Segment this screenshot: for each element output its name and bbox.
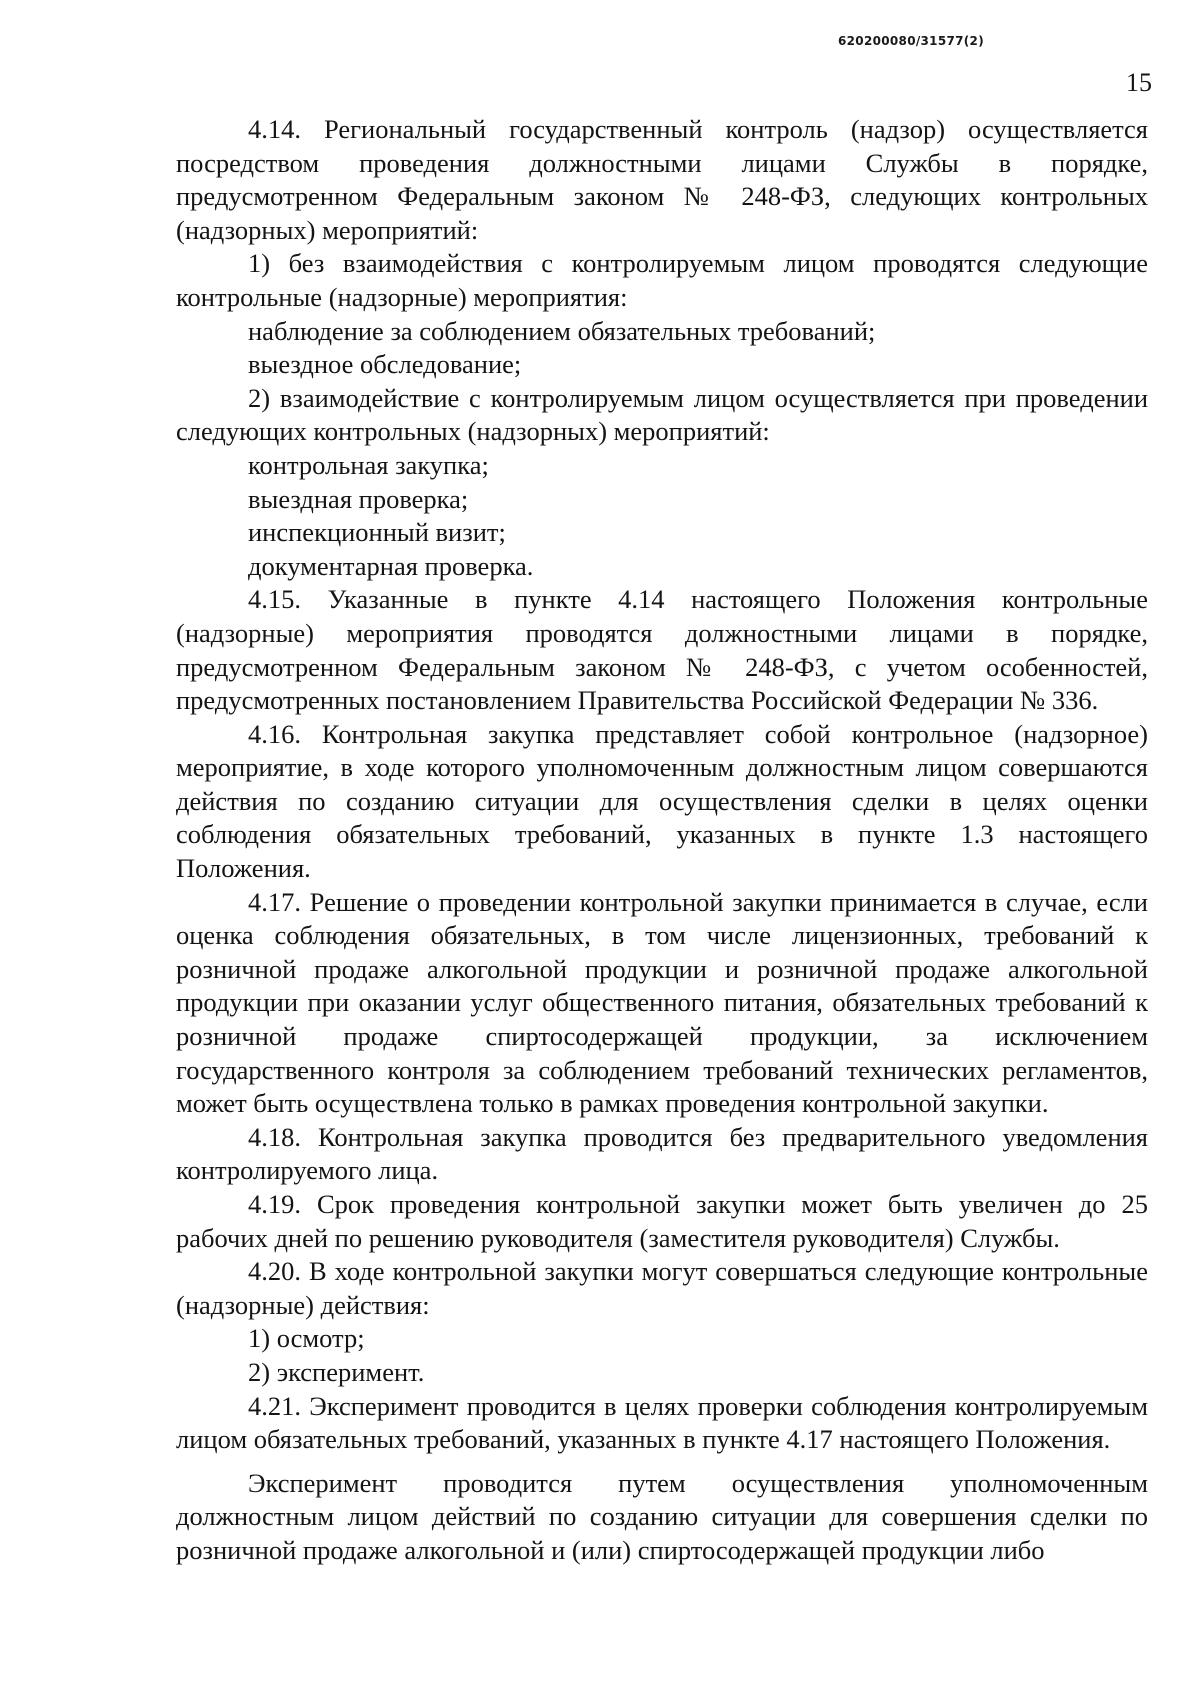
document-body xyxy=(176,113,1148,1568)
list-item-inspection: 1) осмотр; xyxy=(248,1323,365,1354)
list-item-field-inspection: выездная проверка; xyxy=(248,483,469,514)
list-item-inspection-visit: инспекционный визит; xyxy=(248,517,506,548)
list-item-control-purchase: контрольная закупка; xyxy=(248,449,489,480)
paragraph-4-21: 4.21. Эксперимент проводится в целях проверки соблюдения контролируемым лицом обязательных требований, указанных в пункте 4.17 настоящего Положения. xyxy=(176,1390,1148,1455)
paragraph-4-14: 4.14. Региональный государственный контроль (надзор) осуществляется посредством проведения должностными лицами Службы в порядке, предусмотренном Федеральным законом № 248-ФЗ, следующих контрольных (надзорных) мероприятий: xyxy=(176,114,1148,245)
paragraph-4-20: 4.20. В ходе контрольной закупки могут совершаться следующие контрольные (надзорные) действия: xyxy=(176,1256,1148,1320)
list-item-field-survey: выездное обследование; xyxy=(248,349,522,380)
list-item-without-interaction: 1) без взаимодействия с контролируемым лицом проводятся следующие контрольные (надзорные) мероприятия: xyxy=(176,248,1148,312)
paragraph-4-18: 4.18. Контрольная закупка проводится без предварительного уведомления контролируемого лица. xyxy=(176,1121,1148,1186)
list-item-documentary-check: документарная проверка. xyxy=(248,550,534,581)
paragraph-experiment: Эксперимент проводится путем осуществления уполномоченным должностным лицом действий по созданию ситуации для совершения сделки по розничной продаже алкогольной и (или) спиртосодержащей продукции либо xyxy=(176,1467,1148,1565)
paragraph-4-19: 4.19. Срок проведения контрольной закупки может быть увеличен до 25 рабочих дней по решению руководителя (заместителя руководителя) Службы. xyxy=(176,1189,1148,1253)
paragraph-4-15: 4.15. Указанные в пункте 4.14 настоящего Положения контрольные (надзорные) мероприятия проводятся должностными лицами в порядке, предусмотренном Федеральным законом № 248-ФЗ, с учетом особенностей, предусмотренных постановлением Правительства Российской Федерации № 336. xyxy=(176,584,1148,716)
document-id: 620200080/31577(2) xyxy=(838,34,984,48)
list-item-with-interaction: 2) взаимодействие с контролируемым лицом осуществляется при проведении следующих контрольных (надзорных) мероприятий: xyxy=(176,382,1148,447)
paragraph-4-17: 4.17. Решение о проведении контрольной закупки принимается в случае, если оценка соблюдения обязательных, в том числе лицензионных, требований к розничной продаже алкогольной продукции и розничной продаже алкогольной продукции при оказании услуг общественного питания, обязательных требований к розничной продаже спиртосодержащей продукции, за исключением государственного контроля за соблюдением требований технических регламентов, может быть осуществлена только в рамках проведения контрольной закупки. xyxy=(176,886,1148,1119)
page-number: 15 xyxy=(1126,68,1152,97)
list-item-experiment: 2) эксперимент. xyxy=(248,1356,425,1387)
list-item-observation: наблюдение за соблюдением обязательных требований; xyxy=(248,315,876,346)
paragraph-4-16: 4.16. Контрольная закупка представляет собой контрольное (надзорное) мероприятие, в ходе которого уполномоченным должностным лицом совершаются действия по созданию ситуации для осуществления сделки в целях оценки соблюдения обязательных требований, указанных в пункте 1.3 настоящего Положения. xyxy=(176,718,1148,884)
